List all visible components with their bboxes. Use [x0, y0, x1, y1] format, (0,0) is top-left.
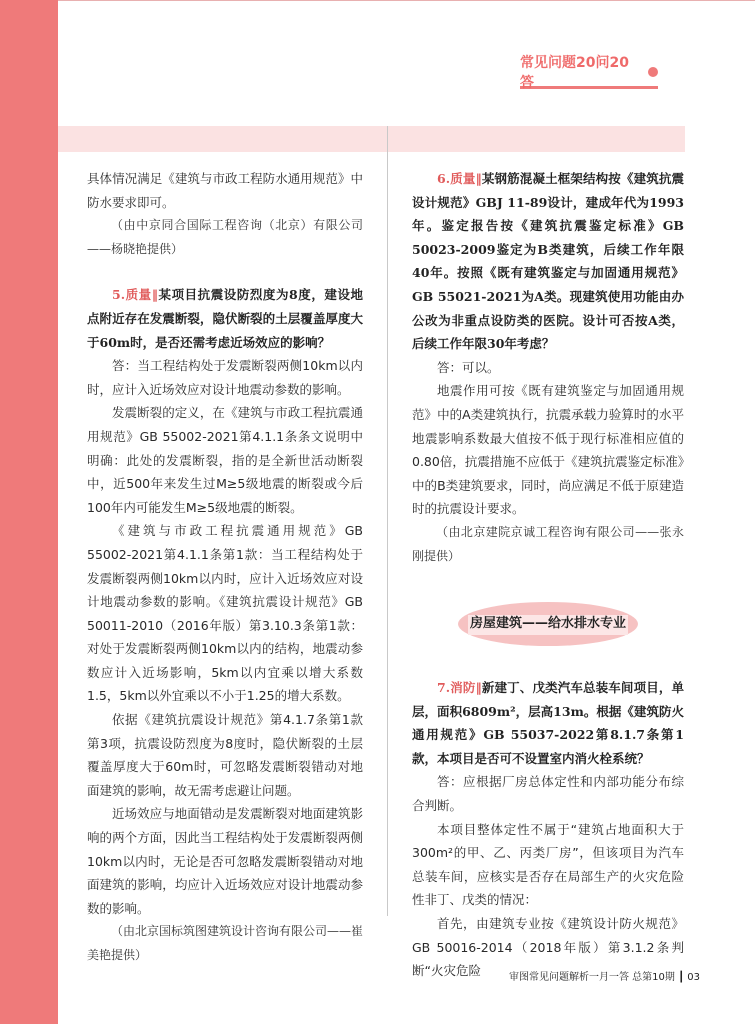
question-6 [412, 167, 684, 356]
answer-paragraph: 答：当工程结构处于发震断裂两侧10km以内时，应计入近场效应对设计地震动参数的影响。 [87, 358, 363, 397]
answer-paragraph: 《建筑与市政工程抗震通用规范》GB 55002-2021第4.1.1条第1款：当工程结构处于发震断裂两侧10km以内时，应计入近场效应对设计地震动参数的影响。《建筑抗震设计规范》GB 50011-2010（2016年版）第3.10.3条第1款：对处于发震断裂两侧10km以内的结构，地震动参数应计入近场影响，5km以内宜乘以增大系数1.5，5km以外宜乘以不小于1.25的增大系数。 [87, 523, 363, 704]
column-divider [387, 126, 388, 916]
question-tag: 5.质量‖ [112, 287, 158, 303]
section-tab [520, 55, 658, 91]
source-credit: （由北京国标筑图建筑设计咨询有限公司——崔美艳提供） [87, 924, 364, 962]
question-7 [412, 676, 684, 770]
left-column [87, 167, 363, 968]
right-column [412, 167, 684, 983]
header-band [58, 126, 685, 152]
question-tag: 7.消防‖ [437, 680, 482, 696]
section-banner [458, 602, 638, 646]
source-credit: （由北京建院京诚工程咨询有限公司——张永刚提供） [412, 524, 684, 563]
top-rule [58, 0, 755, 1]
answer-paragraph: 本项目整体定性不属于“建筑占地面积大于300m²的甲、乙、丙类厂房”，但该项目为汽车总装车间，应核实是否存在局部生产的火灾危险性非丁、戊类的情况： [412, 821, 684, 908]
answer-paragraph: 首先，由建筑专业按《建筑设计防火规范》GB 50016-2014（2018年版）第3.1.2条判断“火灾危险 [412, 916, 684, 979]
question-text: 某项目抗震设防烈度为8度，建设地点附近存在发震断裂，隐伏断裂的土层覆盖厚度大于60m时，是否还需考虑近场效应的影响？ [87, 287, 363, 350]
page-footer: 审图常见问题解析一月一答 总第10期 ┃ 03 [508, 972, 700, 983]
answer-paragraph: 答：应根据厂房总体定性和内部功能分布综合判断。 [412, 774, 684, 814]
question-text: 新建丁、戊类汽车总装车间项目，单层，面积6809m²，层高13m。根据《建筑防火通用规范》GB 55037-2022第8.1.7条第1款，本项目是否可不设置室内消火栓系统？ [412, 680, 684, 766]
source-credit: （由中京同合国际工程咨询（北京）有限公司——杨晓艳提供） [87, 218, 363, 256]
section-tab-label: 常见问题20问20答 [520, 55, 629, 91]
question-text: 某钢筋混凝土框架结构按《建筑抗震设计规范》GBJ 11-89设计，建成年代为1993年。鉴定报告按《建筑抗震鉴定标准》GB 50023-2009鉴定为B类建筑，后续工作年限40年。按照《既有建筑鉴定与加固通用规范》GB 55021-2021为A类。现建筑使用功能由办公改为非重点设防类的医院。设计可否按A类，后续工作年限30年考虑？ [412, 171, 684, 352]
answer-paragraph: 答：可以。 [437, 359, 500, 375]
section-tab-dot-icon [648, 67, 658, 77]
side-color-bar [0, 0, 58, 1024]
paragraph: 具体情况满足《建筑与市政工程防水通用规范》中防水要求即可。 [87, 171, 363, 210]
question-5 [87, 283, 363, 354]
section-title: 房屋建筑——给水排水专业 [469, 616, 626, 632]
answer-paragraph: 依据《建筑抗震设计规范》第4.1.7条第1款第3项，抗震设防烈度为8度时，隐伏断裂的土层覆盖厚度大于60m时，可忽略发震断裂错动对地面建筑的影响，故无需考虑避让问题。 [87, 712, 363, 798]
question-tag: 6.质量‖ [437, 171, 482, 186]
answer-paragraph: 地震作用可按《既有建筑鉴定与加固通用规范》中的A类建筑执行，抗震承载力验算时的水平地震影响系数最大值按不低于现行标准相应值的0.80倍，抗震措施不应低于《建筑抗震鉴定标准》中的B类建筑要求，同时，尚应满足不低于原建造时的抗震设计要求。 [412, 383, 684, 517]
answer-paragraph: 近场效应与地面错动是发震断裂对地面建筑影响的两个方面，因此当工程结构处于发震断裂两侧10km以内时，无论是否可忽略发震断裂错动对地面建筑的影响，均应计入近场效应对设计地震动参数的影响。 [87, 806, 363, 916]
answer-paragraph: 发震断裂的定义，在《建筑与市政工程抗震通用规范》GB 55002-2021第4.1.1条条文说明中明确：此处的发震断裂，指的是全新世活动断裂中，近500年来发生过M≥5级地震的断裂或今后100年内可能发生M≥5级地震的断裂。 [87, 405, 363, 515]
